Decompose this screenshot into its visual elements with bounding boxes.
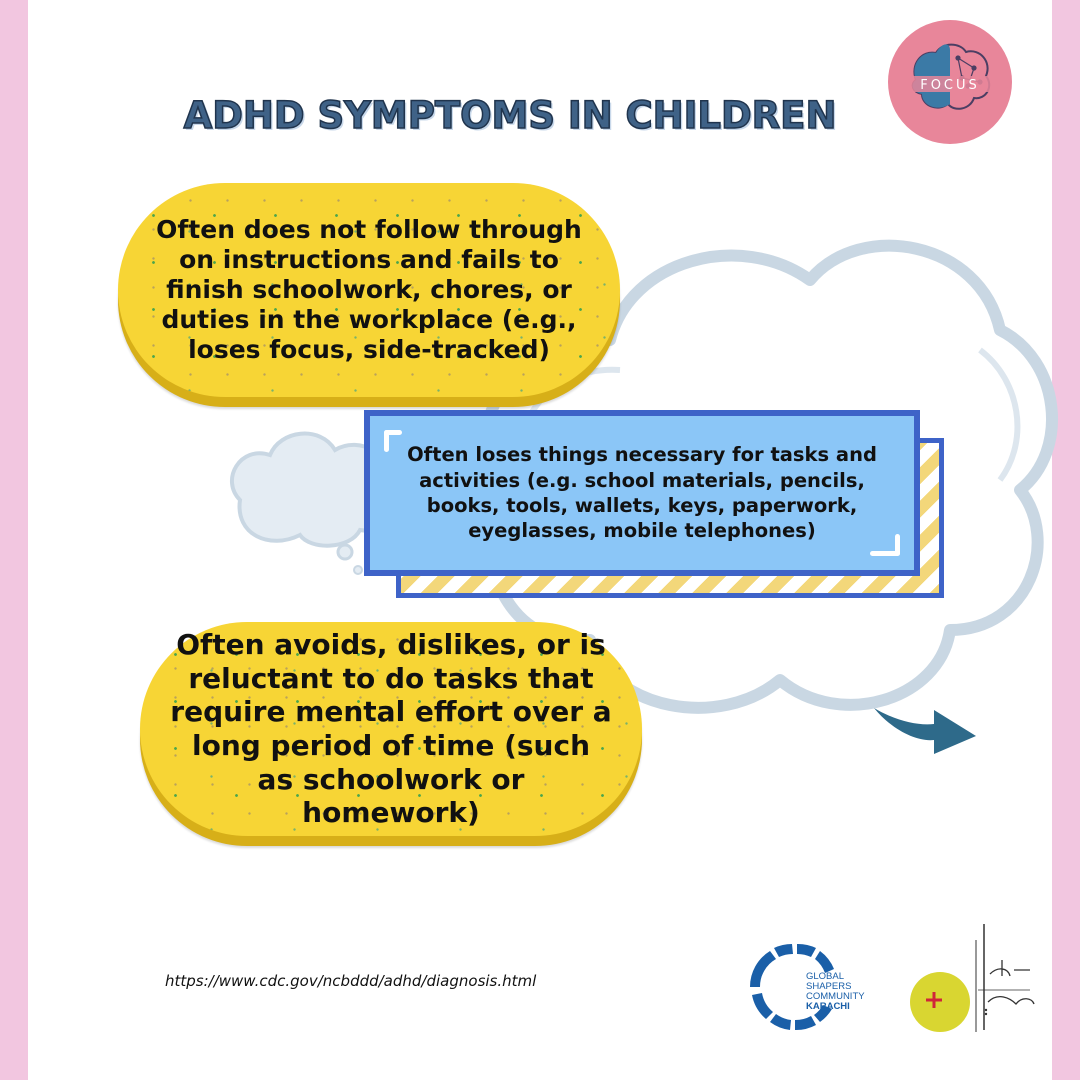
source-link[interactable]: https://www.cdc.gov/ncbddd/adhd/diagnosis.html (165, 972, 537, 990)
symptom-card-2 (364, 410, 954, 610)
left-border (0, 0, 28, 1080)
symptom-text-3: Often avoids, dislikes, or is reluctant to do tasks that require mental effort over a long period of time (such as schoolwork or homework) (170, 628, 612, 830)
blue-box (364, 410, 920, 576)
emblem-logo (906, 920, 1046, 1040)
global-shapers-text: GLOBAL SHAPERS COMMUNITY KARACHI (806, 971, 865, 1012)
curved-arrow-right-icon[interactable] (872, 700, 982, 770)
symptom-card-1 (118, 183, 620, 397)
symptom-card-3 (140, 622, 642, 836)
page-title: ADHD SYMPTOMS IN CHILDREN (183, 94, 837, 137)
symptom-text-1: Often does not follow through on instructions and fails to finish schoolwork, chores, or duties in the workplace (e.g., loses focus, side-tracked) (156, 215, 582, 364)
symptom-text-2: Often loses things necessary for tasks and activities (e.g. school materials, pencils, books, tools, wallets, keys, paperwork, eyeglasses, mobile telephones) (407, 443, 877, 543)
focus-brain-logo (888, 20, 1012, 144)
focus-logo-text: FOCUS (920, 78, 980, 93)
